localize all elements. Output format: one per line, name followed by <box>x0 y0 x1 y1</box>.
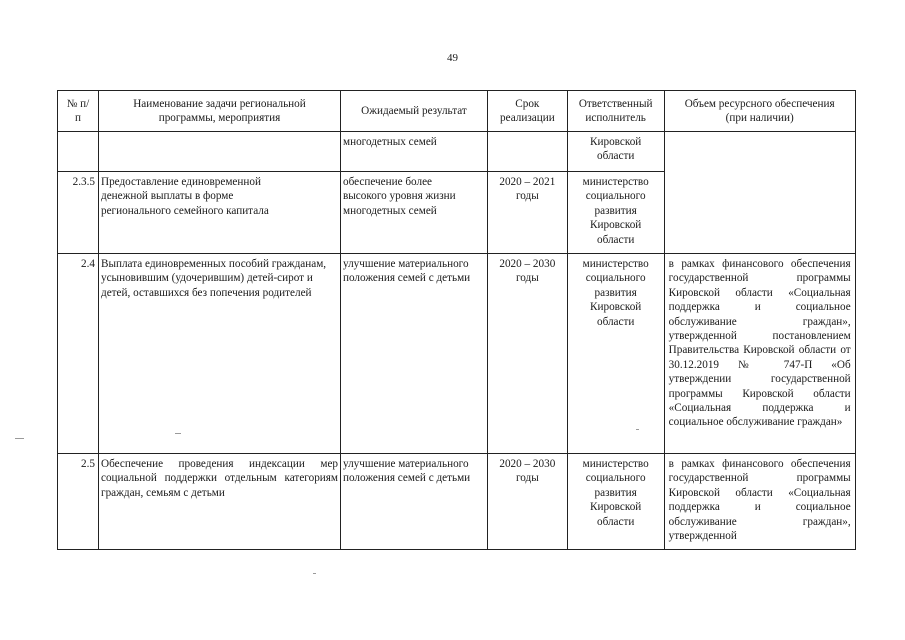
cell-term: 2020 – 2030 годы <box>488 254 568 454</box>
scan-speck <box>313 573 316 574</box>
header-executor: Ответственный исполнитель <box>567 91 664 132</box>
cell-term: 2020 – 2021 годы <box>488 172 568 254</box>
cell-resources <box>664 132 855 172</box>
header-task: Наименование задачи региональной программы, мероприятия <box>99 91 341 132</box>
cell-task <box>99 132 341 172</box>
header-result: Ожидаемый результат <box>341 91 488 132</box>
cell-term <box>488 132 568 172</box>
cell-executor: министерство социального развития Кировской области <box>567 454 664 550</box>
cell-num: 2.3.5 <box>58 172 99 254</box>
cell-num <box>58 132 99 172</box>
cell-resources: в рамках финансового обеспечения государственной программы Кировской области «Социальная поддержка и социальное обслуживание граждан», утвержденной постановлением Правительства Кировской области от 30.12.2019 № 747-П «Об утверждении государственной программы Кировской области «Социальная поддержка и социальное обслуживание граждан» <box>664 254 855 454</box>
cell-executor: министерство социального развития Кировской области <box>567 172 664 254</box>
cell-result: обеспечение более высокого уровня жизни многодетных семей <box>341 172 488 254</box>
cell-result: улучшение материального положения семей с детьми <box>341 254 488 454</box>
cell-task: Выплата единовременных пособий гражданам, усыновившим (удочерившим) детей-сирот и детей, оставшихся без попечения родителей <box>99 254 341 454</box>
cell-resources <box>664 172 855 254</box>
scan-speck <box>15 438 24 439</box>
table-row <box>58 454 856 550</box>
header-resources: Объем ресурсного обеспечения (при наличии) <box>664 91 855 132</box>
scan-speck <box>636 429 639 430</box>
cell-result: многодетных семей <box>341 132 488 172</box>
cell-executor: Кировской области <box>567 132 664 172</box>
cell-term: 2020 – 2030 годы <box>488 454 568 550</box>
scan-speck <box>175 433 181 434</box>
table-row <box>58 254 856 454</box>
header-num: № п/п <box>58 91 99 132</box>
table-row <box>58 172 856 254</box>
cell-task: Обеспечение проведения индексации мер социальной поддержки отдельным категориям граждан, семьям с детьми <box>99 454 341 550</box>
table-header-row <box>58 91 856 132</box>
cell-num: 2.4 <box>58 254 99 454</box>
cell-task: Предоставление единовременной денежной выплаты в форме регионального семейного капитала <box>99 172 341 254</box>
cell-executor: министерство социального развития Кировской области <box>567 254 664 454</box>
program-table <box>57 90 856 550</box>
cell-resources: в рамках финансового обеспечения государственной программы Кировской области «Социальная поддержка и социальное обслуживание граждан», утвержденной <box>664 454 855 550</box>
cell-num: 2.5 <box>58 454 99 550</box>
table-row <box>58 132 856 172</box>
header-term: Срок реализации <box>488 91 568 132</box>
page-number: 49 <box>447 52 458 64</box>
cell-result: улучшение материального положения семей с детьми <box>341 454 488 550</box>
